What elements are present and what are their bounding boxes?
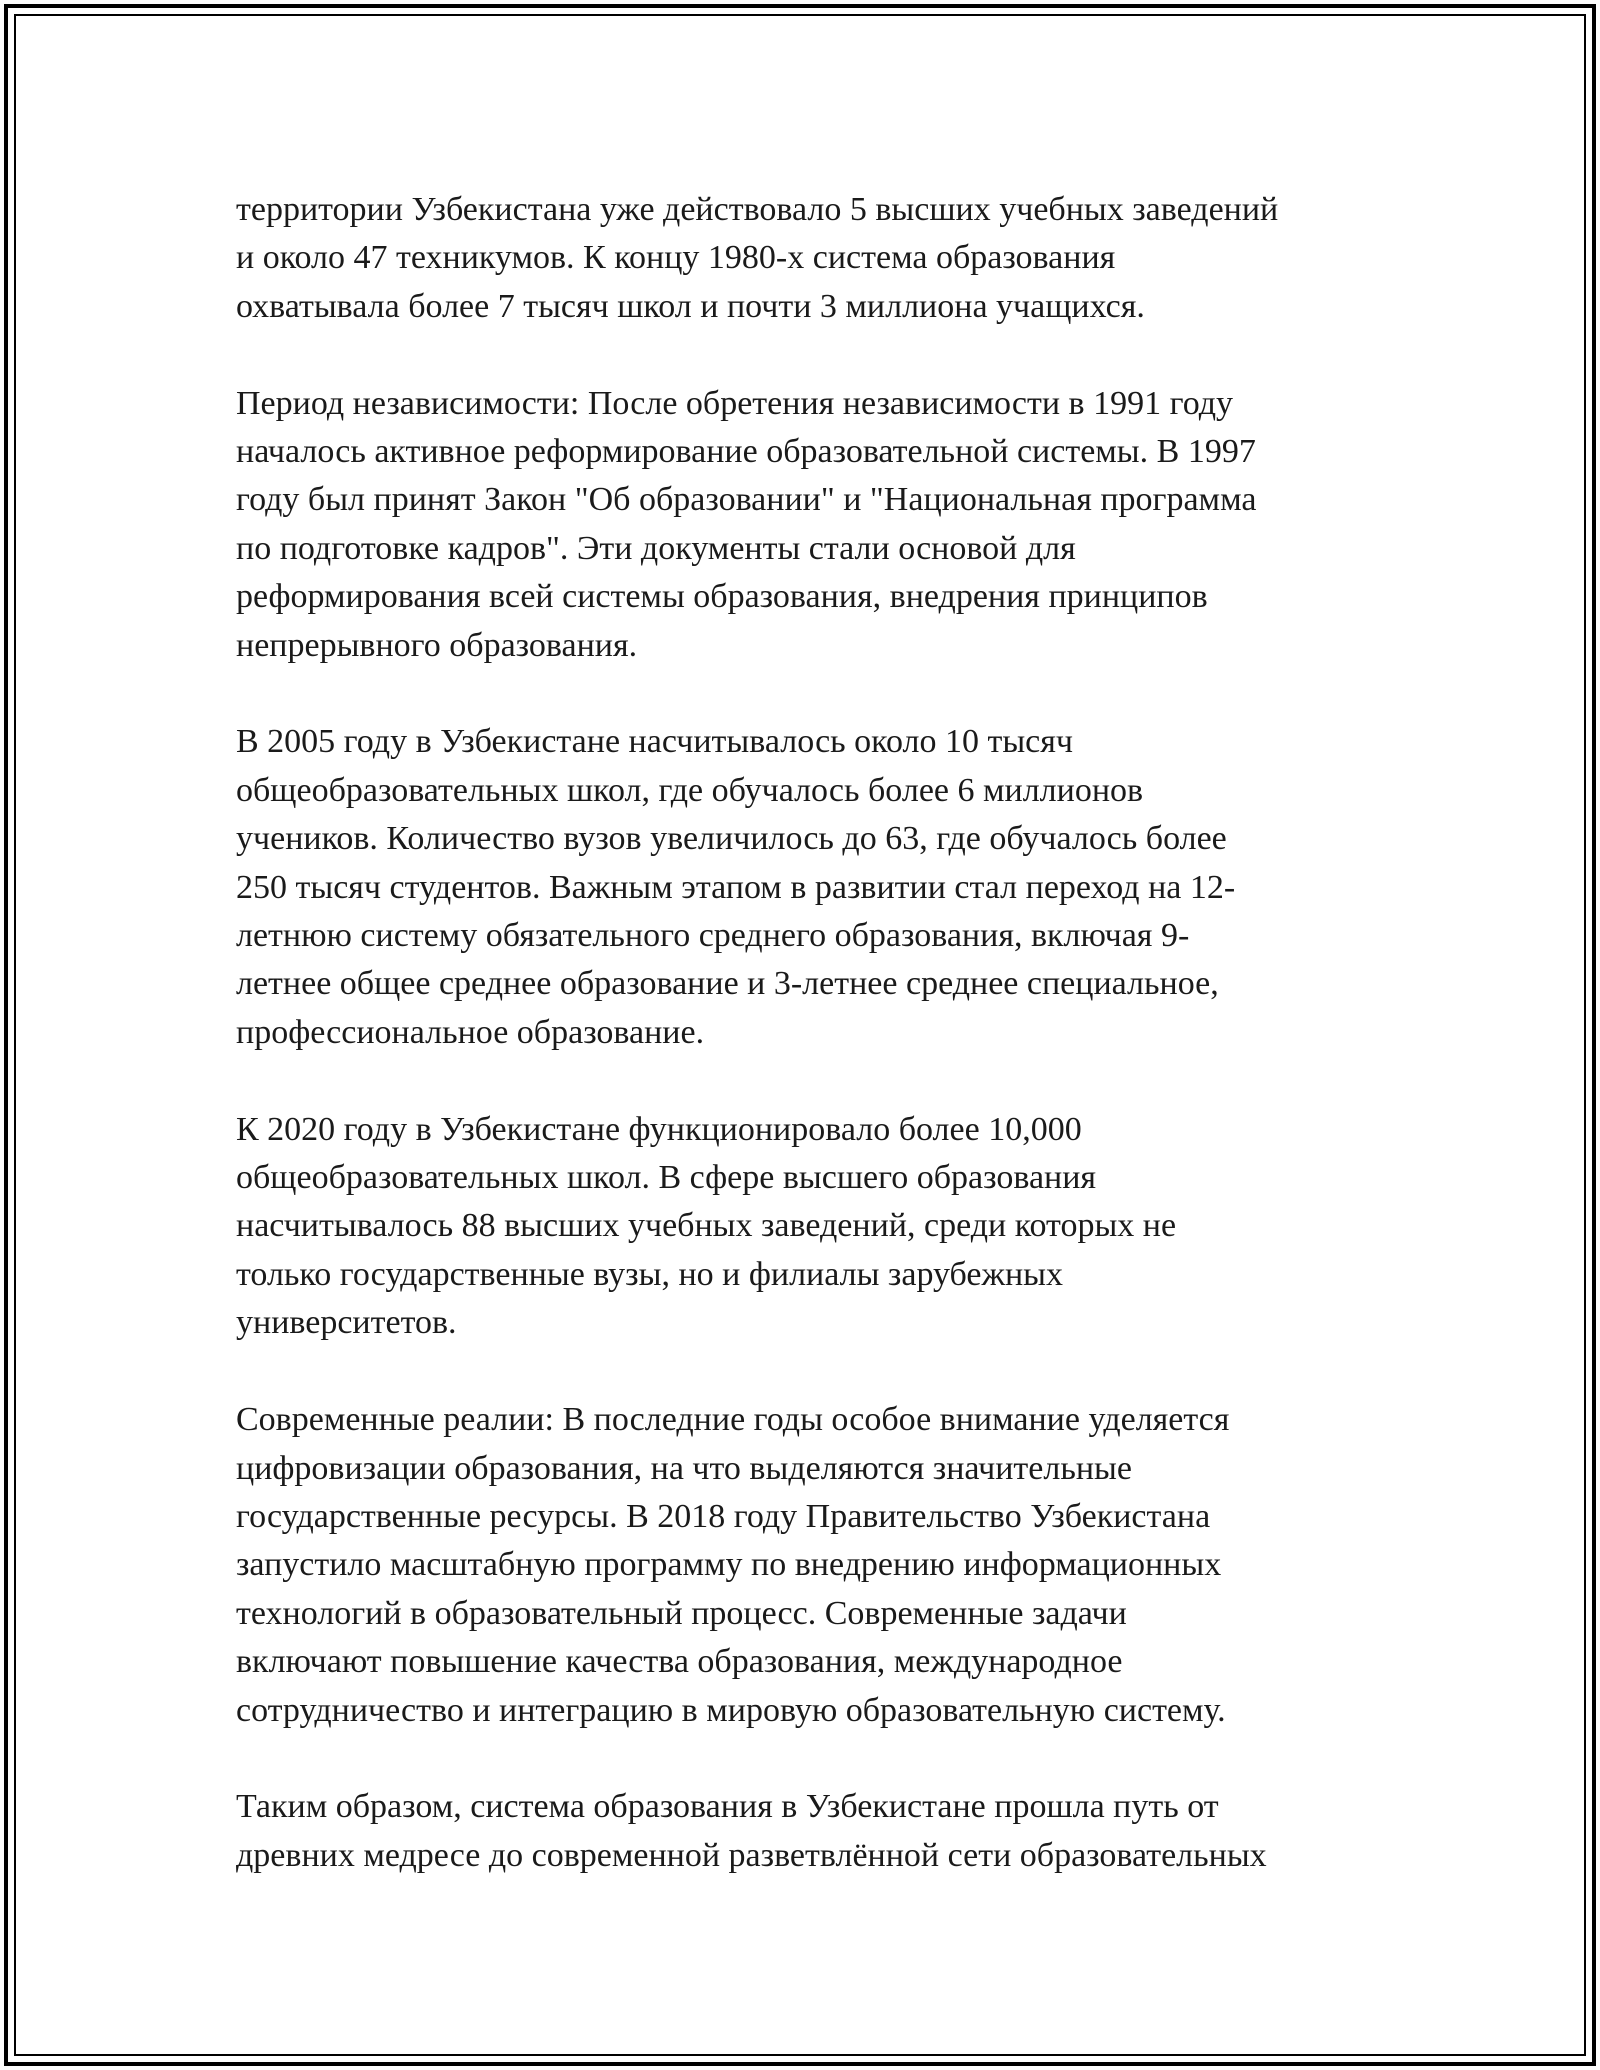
text-line: территории Узбекистана уже действовало 5 высших учебных заведений — [236, 191, 1279, 228]
text-line: запустило масштабную программу по внедрению информационных — [236, 1546, 1222, 1584]
text-line: древних медресе до современной разветвлённой сети образовательных — [236, 1836, 1267, 1874]
text-line: учеников. Количество вузов увеличилось до 63, где обучалось более — [236, 820, 1227, 858]
paragraph-independence-period — [236, 380, 1376, 670]
text-line: общеобразовательных школ, где обучалось более 6 миллионов — [236, 771, 1144, 809]
text-line: по подготовке кадров". Эти документы стали основой для — [236, 529, 1076, 567]
text-line: профессиональное образование. — [236, 1013, 705, 1051]
text-line: 250 тысяч студентов. Важным этапом в развитии стал переход на 12- — [236, 868, 1236, 906]
text-line: общеобразовательных школ. В сфере высшего образования — [236, 1159, 1097, 1197]
text-line: технологий в образовательный процесс. Современные задачи — [236, 1594, 1127, 1632]
paragraph-conclusion — [236, 1783, 1376, 1880]
text-line: университетов. — [236, 1304, 457, 1342]
text-line: Таким образом, система образования в Узбекистане прошла путь от — [236, 1788, 1219, 1826]
document-body — [236, 186, 1376, 1929]
text-line: только государственные вузы, но и филиалы зарубежных — [236, 1255, 1064, 1293]
text-line: В 2005 году в Узбекистане насчитывалось около 10 тысяч — [236, 723, 1074, 761]
text-line: охватывала более 7 тысяч школ и почти 3 миллиона учащихся. — [236, 287, 1145, 325]
text-line: насчитывалось 88 высших учебных заведений, среди которых не — [236, 1207, 1177, 1245]
text-line: началось активное реформирование образовательной системы. В 1997 — [236, 433, 1256, 471]
paragraph-modern-realities — [236, 1396, 1376, 1735]
text-line: К 2020 году в Узбекистане функционировало более 10,000 — [236, 1110, 1082, 1148]
paragraph-2020 — [236, 1106, 1376, 1348]
text-line: реформирования всей системы образования, внедрения принципов — [236, 578, 1208, 616]
text-line: Период независимости: После обретения независимости в 1991 году — [236, 384, 1234, 422]
text-line: летнюю систему обязательного среднего образования, включая 9- — [236, 917, 1190, 955]
text-line: включают повышение качества образования, международное — [236, 1643, 1123, 1681]
paragraph-2005 — [236, 718, 1376, 1057]
paragraph-soviet-period — [236, 186, 1376, 331]
text-line: Современные реалии: В последние годы особое внимание уделяется — [236, 1401, 1230, 1439]
text-line: сотрудничество и интеграцию в мировую образовательную систему. — [236, 1691, 1226, 1729]
text-line: году был принят Закон "Об образовании" и "Национальная программа — [236, 481, 1257, 519]
text-line: цифровизации образования, на что выделяются значительные — [236, 1449, 1132, 1487]
text-line: и около 47 техникумов. К концу 1980-х система образования — [236, 239, 1116, 277]
text-line: летнее общее среднее образование и 3-летнее среднее специальное, — [236, 965, 1219, 1003]
text-line: непрерывного образования. — [236, 626, 638, 664]
text-line: государственные ресурсы. В 2018 году Правительство Узбекистана — [236, 1497, 1211, 1535]
